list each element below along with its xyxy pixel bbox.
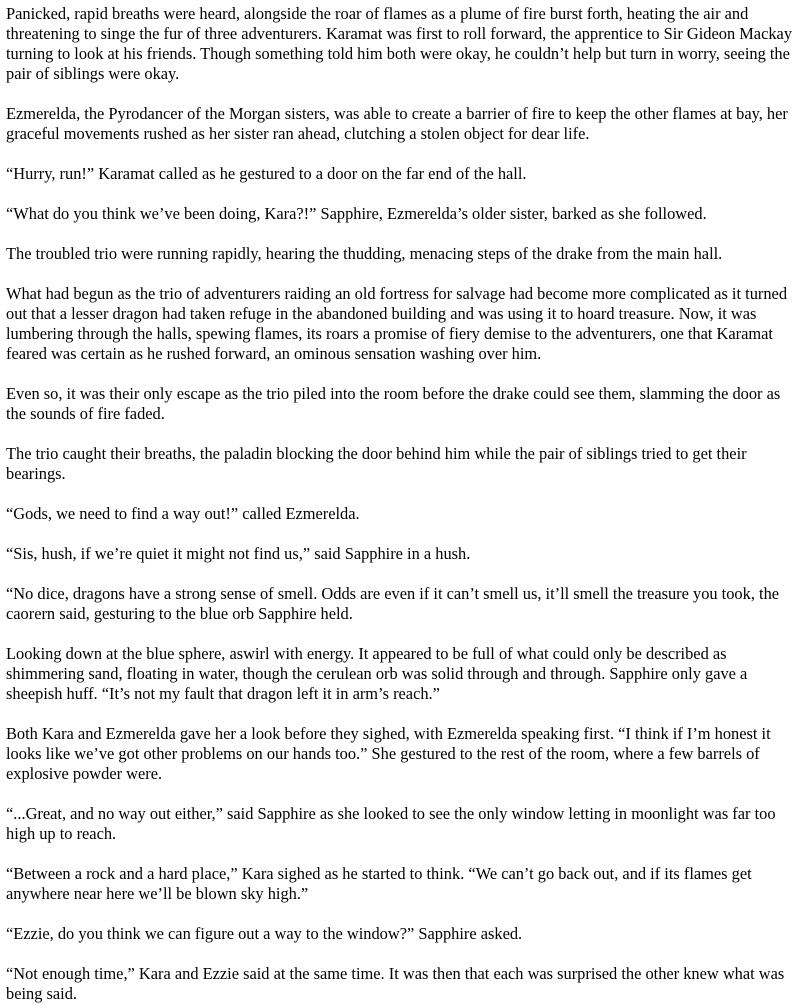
paragraph: “Not enough time,” Kara and Ezzie said at the same time. It was then that each was surprised the other knew what was being said. [6, 964, 785, 1003]
paragraph: “Hurry, run!” Karamat called as he gestured to a door on the far end of the hall. [6, 164, 527, 183]
paragraph: “What do you think we’ve been doing, Kara?!” Sapphire, Ezmerelda’s older sister, barked as she followed. [6, 204, 707, 223]
paragraph: What had begun as the trio of adventurers raiding an old fortress for salvage had become more complicated as it turned out that a lesser dragon had taken refuge in the abandoned building and was using it to hoard treasure. Now, it was lumbering through the halls, spewing flames, its roars a promise of fiery demise to the adventurers, one that Karamat feared was certain as he rushed forward, an ominous sensation washing over him. [6, 284, 788, 363]
paragraph: The troubled trio were running rapidly, hearing the thudding, menacing steps of the drake from the main hall. [6, 244, 723, 263]
paragraph: “No dice, dragons have a strong sense of smell. Odds are even if it can’t smell us, it’ll smell the treasure you took, the caorern said, gesturing to the blue orb Sapphire held. [6, 584, 780, 623]
paragraph: “Gods, we need to find a way out!” called Ezmerelda. [6, 504, 360, 523]
paragraph: Both Kara and Ezmerelda gave her a look before they sighed, with Ezmerelda speaking first. “I think if I’m honest it looks like we’ve got other problems on our hands too.” She gestured to the rest of the room, where a few barrels of explosive powder were. [6, 724, 771, 783]
paragraph: “Sis, hush, if we’re quiet it might not find us,” said Sapphire in a hush. [6, 544, 471, 563]
paragraph: Looking down at the blue sphere, aswirl with energy. It appeared to be full of what could only be described as shimmering sand, floating in water, though the cerulean orb was solid through and through. Sapphire only gave a sheepish huff. “It’s not my fault that dragon left it in arm’s reach.” [6, 644, 748, 703]
paragraph: Even so, it was their only escape as the trio piled into the room before the drake could see them, slamming the door as the sounds of fire faded. [6, 384, 781, 423]
paragraph: “Between a rock and a hard place,” Kara sighed as he started to think. “We can’t go back out, and if its flames get anywhere near here we’ll be blown sky high.” [6, 864, 752, 903]
paragraph: “...Great, and no way out either,” said Sapphire as she looked to see the only window letting in moonlight was far too high up to reach. [6, 804, 776, 843]
paragraph: The trio caught their breaths, the paladin blocking the door behind him while the pair of siblings tried to get their bearings. [6, 444, 747, 483]
paragraph: Ezmerelda, the Pyrodancer of the Morgan sisters, was able to create a barrier of fire to keep the other flames at bay, her graceful movements rushed as her sister ran ahead, clutching a stolen object for dear life. [6, 104, 788, 143]
paragraph: “Ezzie, do you think we can figure out a way to the window?” Sapphire asked. [6, 924, 523, 943]
paragraph: Panicked, rapid breaths were heard, alongside the roar of flames as a plume of fire burst forth, heating the air and threatening to singe the fur of three adventurers. Karamat was first to roll forward, the apprentice to Sir Gideon Mackay turning to look at his friends. Though something told him both were okay, he couldn’t help but turn in worry, seeing the pair of siblings were okay. [6, 4, 793, 83]
